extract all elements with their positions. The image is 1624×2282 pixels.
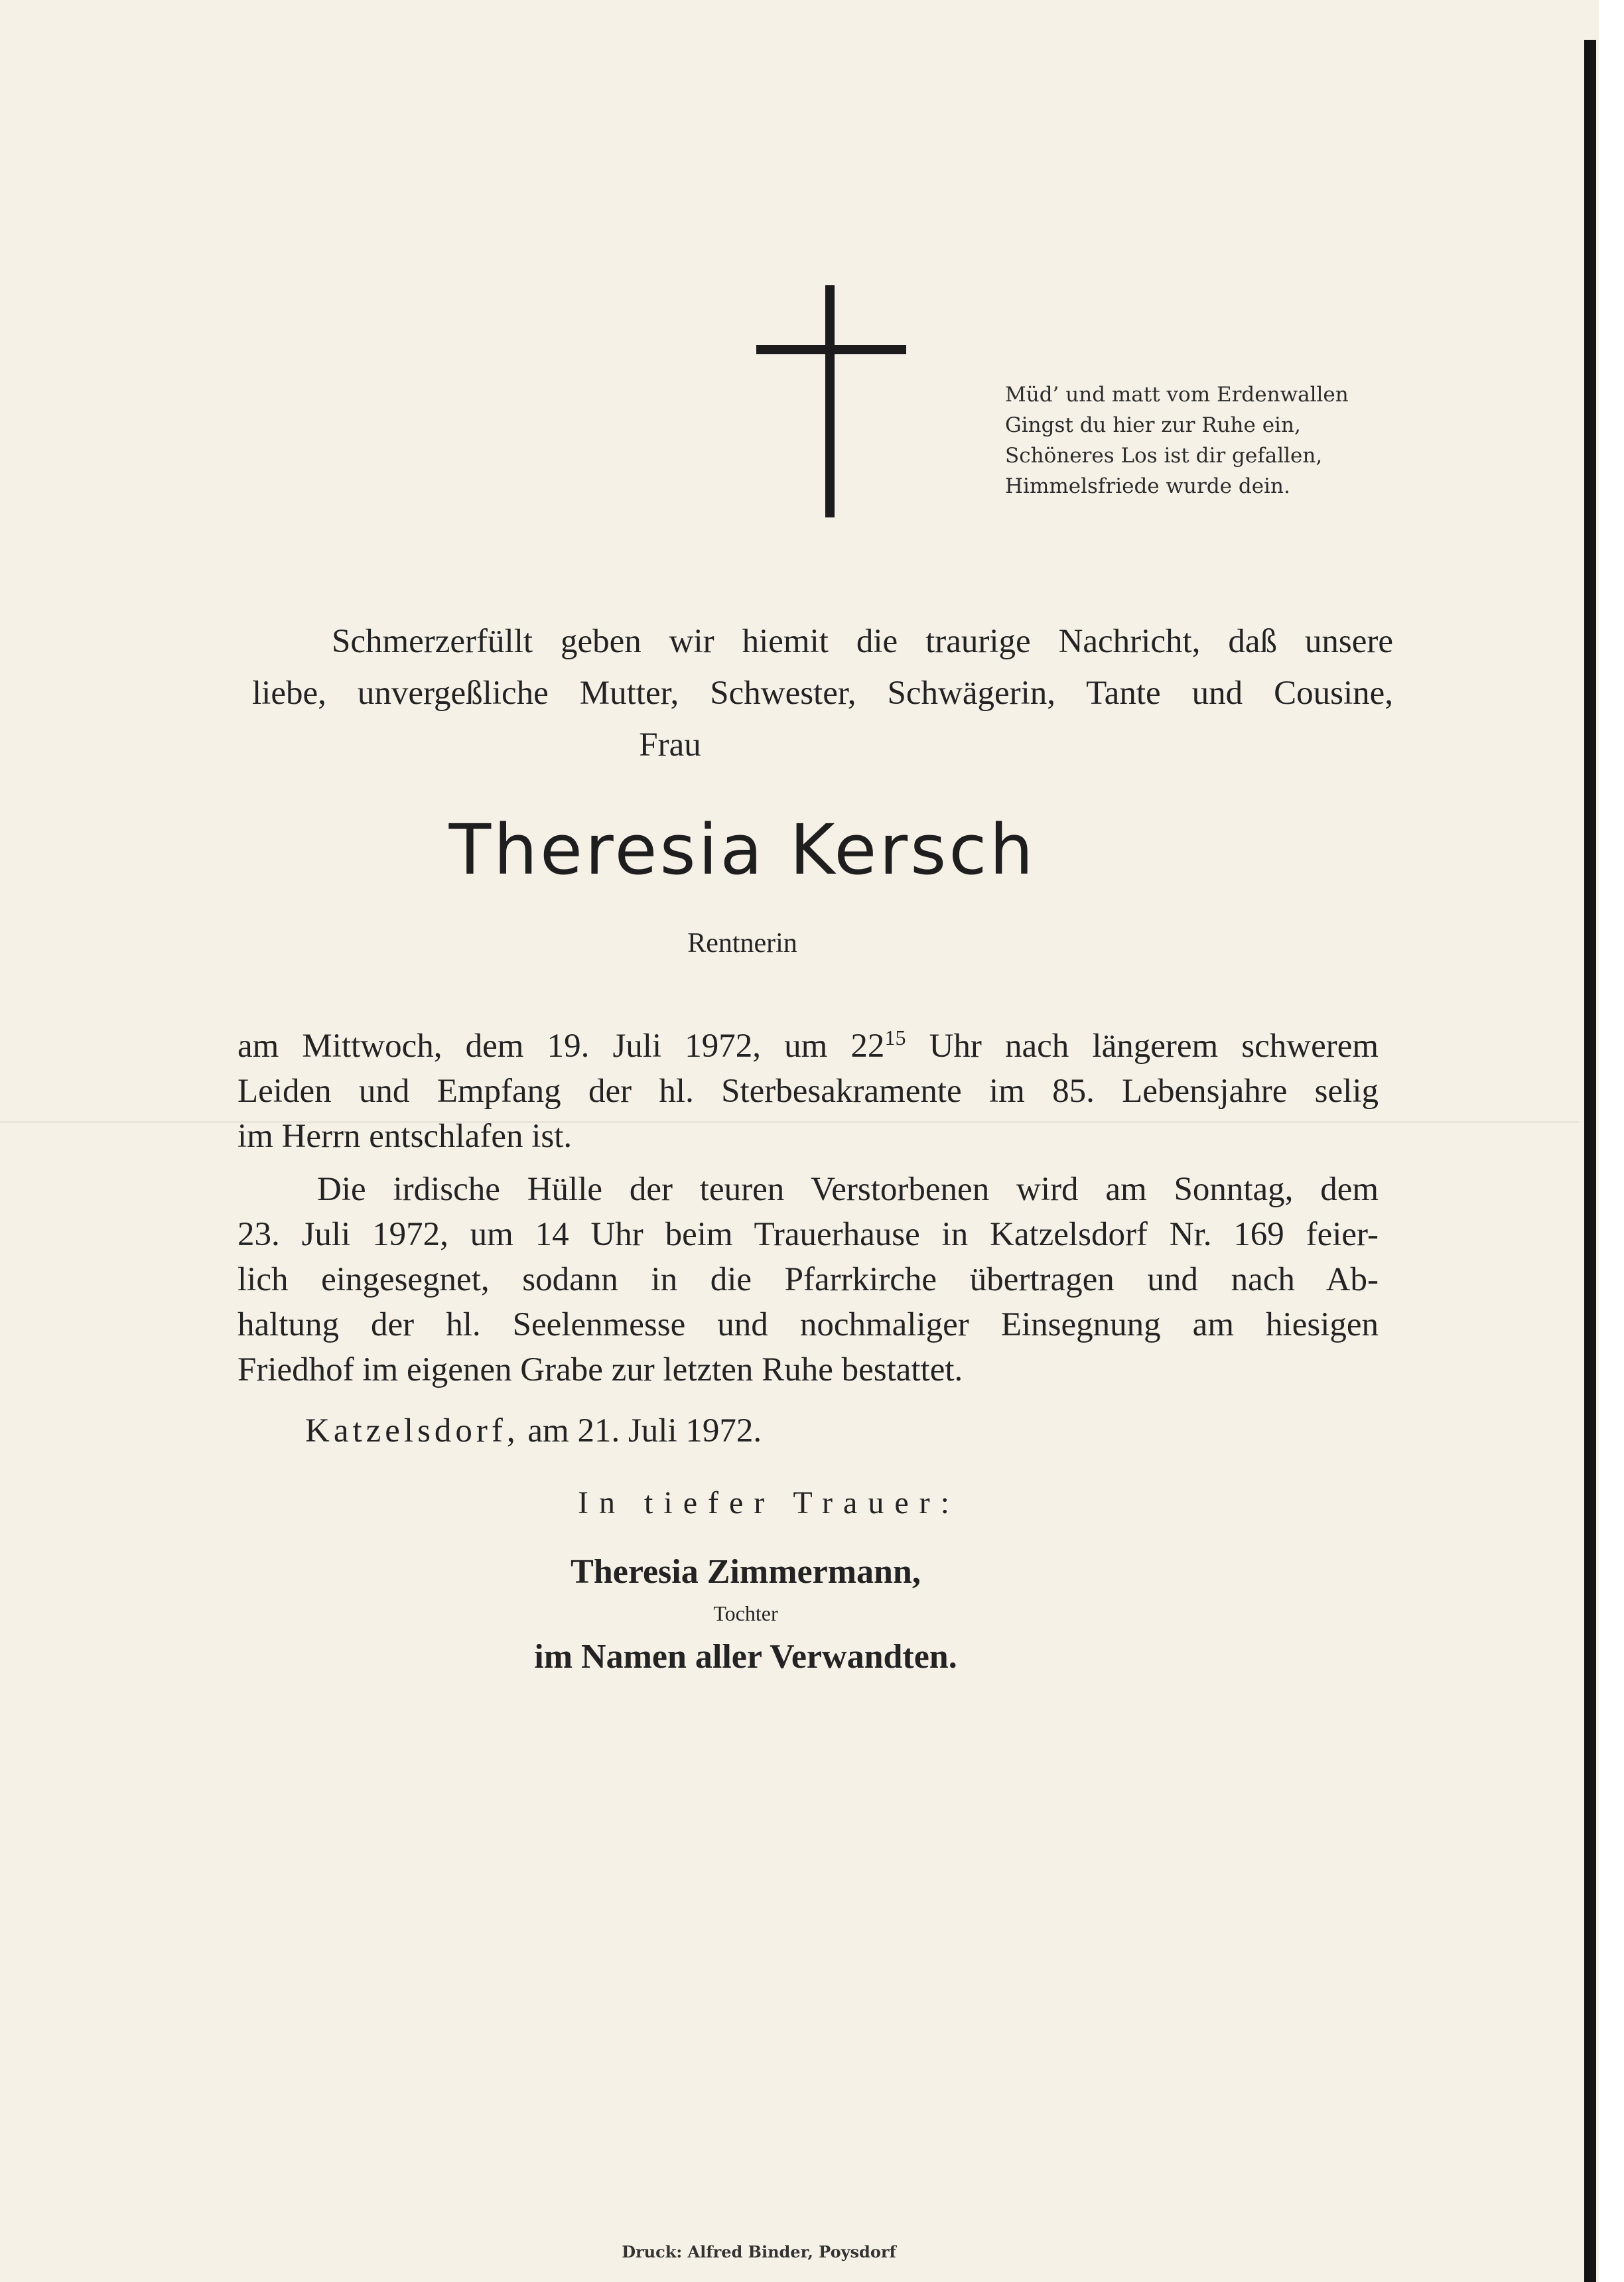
poem-line: Gingst du hier zur Ruhe ein, (1005, 413, 1301, 437)
memorial-poem (1005, 379, 1403, 502)
signer-relation: Tochter (713, 1601, 778, 1625)
intro-line: Schmerzerfüllt geben wir hiemit die traurige Nachricht, daß unsere (332, 623, 1393, 660)
funeral-line: 23. Juli 1972, um 14 Uhr beim Trauerhause in Katzelsdorf Nr. 169 feier- (237, 1216, 1379, 1253)
death-notice-line (237, 1015, 1379, 1069)
obituary-text (237, 1015, 1379, 1392)
date: am 21. Juli 1972. (519, 1412, 762, 1449)
poem-line: Schöneres Los ist dir gefallen, (1005, 444, 1323, 468)
intro-line: liebe, unvergeßliche Mutter, Schwester, Schwägerin, Tante und Cousine, (252, 675, 1393, 712)
funeral-line: Die irdische Hülle der teuren Verstorbenen wird am Sonntag, dem (317, 1171, 1379, 1208)
death-time-minutes: 15 (884, 1026, 906, 1049)
announcement-intro (252, 616, 1393, 771)
intro-line: Frau (639, 726, 701, 764)
funeral-line: Friedhof im eigenen Grabe zur letzten Ruhe bestattet. (237, 1351, 963, 1388)
place-and-date (305, 1412, 762, 1450)
mourning-heading: In tiefer Trauer: (578, 1485, 960, 1520)
death-notice-line: Leiden und Empfang der hl. Sterbesakramente im 85. Lebensjahre selig (237, 1073, 1379, 1110)
printer-credit: Druck: Alfred Binder, Poysdorf (622, 2242, 896, 2261)
mourning-border (1584, 40, 1596, 2282)
cross-icon (756, 285, 909, 517)
deceased-profession: Rentnerin (687, 928, 797, 959)
death-notice-text: Uhr nach längerem schwerem (906, 1028, 1379, 1065)
on-behalf-of-relatives: im Namen aller Verwandten. (534, 1638, 957, 1676)
death-notice-line: im Herrn entschlafen ist. (237, 1118, 573, 1155)
death-notice-text: am Mittwoch, dem 19. Juli 1972, um 22 (237, 1028, 885, 1065)
place: Katzelsdorf, (305, 1412, 519, 1449)
signer-name: Theresia Zimmermann, (571, 1553, 921, 1591)
deceased-name: Theresia Kersch (448, 809, 1036, 890)
poem-line: Müd’ und matt vom Erdenwallen (1005, 383, 1349, 407)
funeral-line: haltung der hl. Seelenmesse und nochmaliger Einsegnung am hiesigen (237, 1306, 1379, 1343)
funeral-line: lich eingesegnet, sodann in die Pfarrkirche übertragen und nach Ab- (237, 1261, 1379, 1298)
poem-line: Himmelsfriede wurde dein. (1005, 474, 1290, 498)
page-edge (1599, 0, 1624, 2282)
